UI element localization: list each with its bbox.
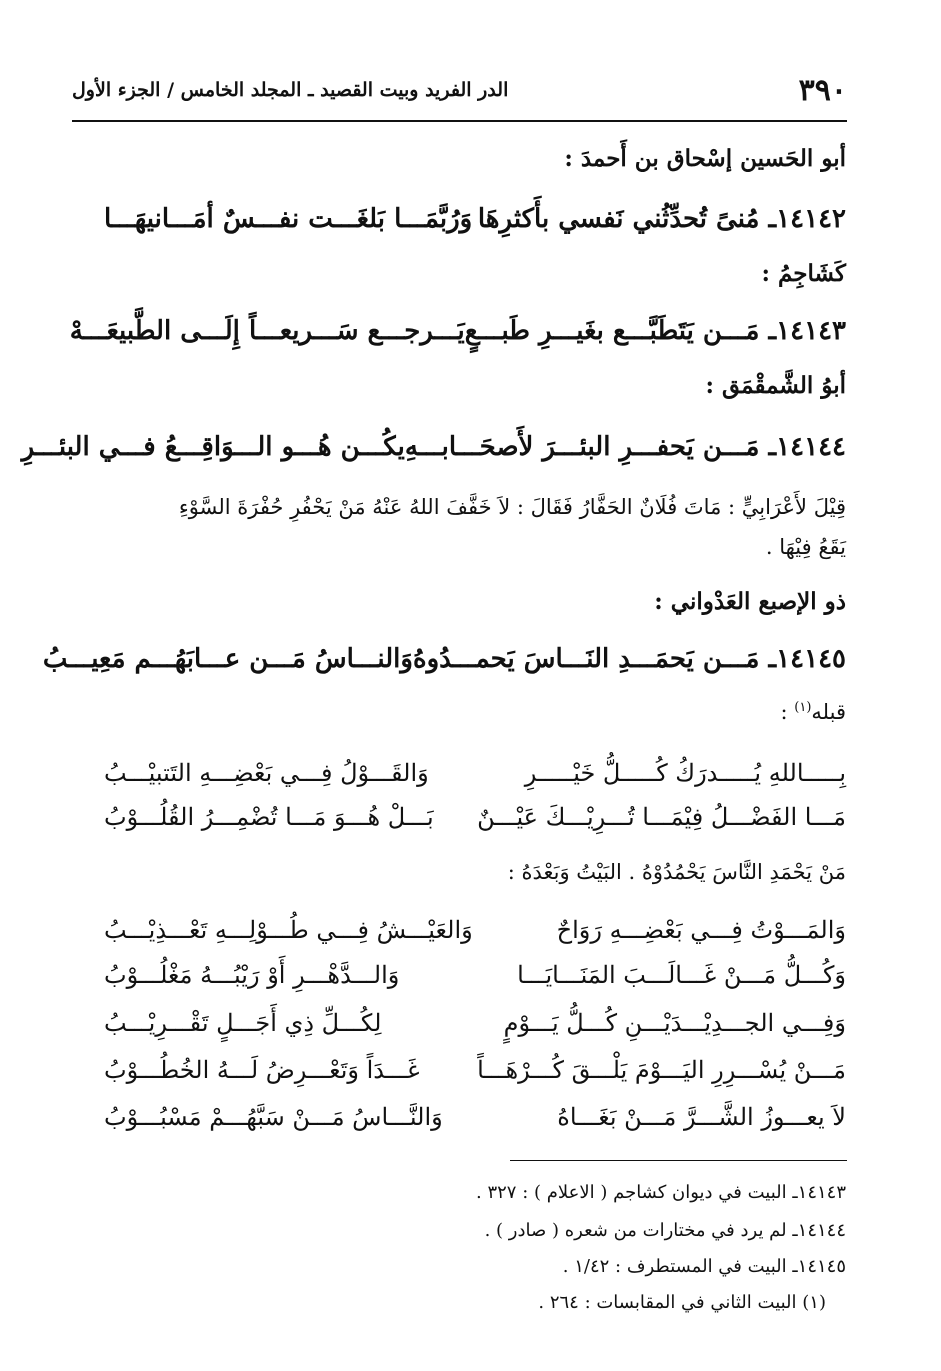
second-hemistich: وَالنـــاسُ مَـــن عـــابَهُـــم مَعِيـــبُ (42, 644, 413, 674)
poet-name: كَشَاجِمُ : (761, 260, 846, 287)
couplet-line (104, 1003, 846, 1043)
poet-name: ذو الإصبع العَدْواني : (654, 588, 846, 615)
first-hemistich (478, 204, 846, 234)
first-hemistich (465, 316, 846, 346)
before-note (72, 700, 846, 724)
first-hemistich: لاَ يعـــوزُ الشَّـــرَّ مَـــنْ بَغَـــاهُ (557, 1103, 846, 1131)
poet-name: أبو الحَسين إسْحاق بن أَحمدَ : (564, 145, 846, 172)
footnote: ١٤١٤٤ـ لم يرد في مختارات من شعره ( صادر ) . (484, 1220, 846, 1241)
verse-line (69, 308, 846, 354)
after-note: مَنْ يَحْمَدِ النَّاسَ يَحْمُدُوْهُ . البَيْتُ وَبَعْدَهُ : (507, 860, 846, 884)
second-hemistich: وَالـــدَّهْـــرِ أَوْ رَيْبُـــهُ مَغْلُـــوْبُ (104, 961, 400, 989)
verse-number: ١٤١٤٤ـ (768, 432, 846, 462)
second-hemistich: وَرُبَّمَـــا بَلغَـــت نفـــسٌ أمَـــانيهَـــا (104, 204, 473, 234)
verse-line (42, 636, 846, 682)
first-hemistich: وَكُـــلُّ مَـــنْ غَـــالَـــبَ المَنَـــايَـــا (517, 961, 846, 989)
first-hemistich (405, 432, 846, 462)
second-hemistich: وَالقَـــوْلُ فِـــي بَعْضِـــهِ التَتبيْـــبُ (104, 759, 429, 787)
first-hemistich: مَـــنْ يُسْـــرِرِ اليَـــوْمَ يَلْـــقَ كُـــرْهَـــاً (477, 1056, 846, 1084)
verse-number: ١٤١٤٢ـ (768, 204, 846, 234)
first-hemistich-text: مُنىً تُحدِّثُني نَفسي بأَكثرِهَا (477, 204, 760, 234)
second-hemistich: يكُـــن هُـــو الـــوَاقِـــعُ فـــي البئـــرِ (21, 432, 405, 462)
first-hemistich: مَـــا الفَضْـــلُ فِيْمَـــا تُـــرِيْـــكَ عَيْـــنٌ (477, 803, 846, 831)
second-hemistich: وَالنَّـــاسُ مَـــنْ سَبَّهُـــمْ مَسْبُـــوْبُ (104, 1103, 443, 1131)
footnote-marker: (١) (794, 700, 812, 715)
first-hemistich: بِـــــاللهِ يُـــــدرَكُ كُـــــلُّ خَيْـــــرِ (524, 759, 846, 787)
verse-number: ١٤١٤٥ـ (768, 644, 846, 674)
first-hemistich-text: مَـــن يَحمَـــدِ النَـــاسَ يَحمـــدُوهُ (412, 644, 760, 674)
couplet-line (104, 1097, 846, 1137)
footnote: (١) البيت الثاني في المقابسات : ٢٦٤ . (538, 1292, 826, 1313)
page-number: ٣٩٠ (798, 72, 847, 108)
first-hemistich-text: مَـــن يَحفـــرِ البئـــرَ لأَصحَـــابـــهِ (404, 432, 760, 462)
first-hemistich: وَفِـــي الجـــدِيْـــدَيْـــنِ كُـــلُّ يَـــوْمٍ (503, 1009, 846, 1037)
second-hemistich: لِكُـــلِّ ذِي أَجَـــلٍ تَقْـــرِيْـــبُ (104, 1009, 382, 1037)
before-colon: : (780, 700, 795, 724)
couplet-line (104, 753, 846, 793)
couplet-line (104, 797, 846, 837)
footnote: ١٤١٤٥ـ البيت في المستطرف : ١/٤٢ . (562, 1256, 846, 1277)
footnote-separator (510, 1160, 847, 1161)
second-hemistich: وَالعَيْـــشُ فِـــي طُـــوْلِـــهِ تَعْـــذِيْـــبُ (104, 916, 473, 944)
header-rule (72, 120, 847, 122)
first-hemistich: وَالمَـــوْتُ فِـــي بَعْضِـــهِ رَوَاحٌ (556, 916, 846, 944)
couplet-line (104, 910, 846, 950)
verse-line (21, 424, 846, 470)
anecdote-line: يَقَعُ فِيْهَا . (765, 535, 846, 559)
second-hemistich: غَـــدَاً وَتَعْـــرِضُ لَـــهُ الخُطُـــوْبُ (104, 1056, 420, 1084)
verse-line (104, 196, 846, 242)
second-hemistich: بَـــلْ هُـــوَ مَـــا تُضْمِـــرُ القُلُـــوْبُ (104, 803, 434, 831)
page-header (72, 66, 847, 114)
anecdote-line: قِيْلَ لأَعْرَابِيٍّ : مَاتَ فُلَانٌ الحَفَّارُ فَقَالَ : لاَ خَفَّفَ اللهُ عَنْهُ مَنْ يَحْفُرِ حُفْرَةَ السَّوْءِ (178, 495, 846, 519)
verse-number: ١٤١٤٣ـ (768, 316, 846, 346)
couplet-line (104, 1050, 846, 1090)
running-head: الدر الفريد وبيت القصيد ـ المجلد الخامس / الجزء الأول (72, 79, 509, 101)
poet-name: أبوُ الشَّمقْمَق : (705, 372, 846, 399)
footnote: ١٤١٤٣ـ البيت في ديوان كشاجم ( الاعلام ) : ٣٢٧ . (476, 1182, 846, 1203)
before-label: قبله (811, 700, 846, 724)
first-hemistich-text: مَـــن يَتَطَبَّـــع بغَيـــرِ طَبـــعٍ (464, 316, 760, 346)
anecdote-paragraph (72, 488, 846, 566)
first-hemistich (413, 644, 846, 674)
couplet-line (104, 955, 846, 995)
second-hemistich: يَـــرجـــع سَـــريعـــاً إِلَـــى الطَّبيعَـــهْ (69, 316, 465, 346)
